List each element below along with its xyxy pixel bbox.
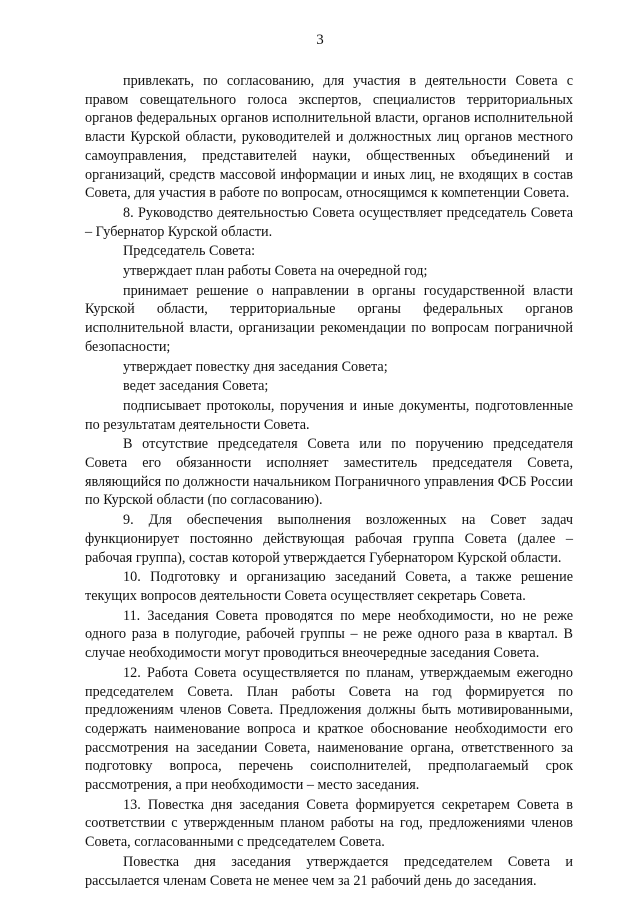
paragraph-chairman-heading: Председатель Совета: — [123, 243, 256, 260]
paragraph-agenda-approval: Повестка дня заседания утверждается председателем Совета и рассылается членам Совета не менее чем за 21 рабочий день до заседания. — [85, 853, 573, 889]
paragraph-chairman-duty-plan: утверждает план работы Совета на очередной год; — [123, 263, 428, 280]
paragraph-item-8: 8. Руководство деятельностью Совета осуществляет председатель Совета – Губернатор Курской области. — [85, 204, 573, 240]
paragraph-deputy: В отсутствие председателя Совета или по поручению председателя Совета его обязанности исполняет заместитель председателя Совета, являющийся по должности начальником Пограничного управления ФСБ России по Курской области (по согласованию). — [85, 436, 573, 509]
paragraph-chairman-duty-sign: подписывает протоколы, поручения и иные документы, подготовленные по результатам деятельности Совета. — [85, 397, 573, 433]
paragraph-item-13: 13. Повестка дня заседания Совета формируется секретарем Совета в соответствии с утвержденным планом работы на год, предложениями членов Совета, согласованными с председателем Совета. — [85, 796, 573, 851]
paragraph-item-12: 12. Работа Совета осуществляется по планам, утверждаемым ежегодно председателем Совета. План работы Совета на год формируется по предложениям членов Совета. Предложения должны быть мотивированными, содержать наименование вопроса и краткое обоснование необходимости его рассмотрения на заседании Совета, наименование органа, ответственного за подготовку вопроса, перечень соисполнителей, предполагаемый срок рассмотрения, а при необходимости – место заседания. — [85, 664, 573, 794]
paragraph-chairman-duty-recommendations: принимает решение о направлении в органы государственной власти Курской области, территориальные органы федеральных органов исполнительной власти, организации рекомендации по вопросам пограничной безопасности; — [85, 282, 573, 355]
paragraph-item-9: 9. Для обеспечения выполнения возложенных на Совет задач функционирует постоянно действующая рабочая группа Совета (далее – рабочая группа), состав которой утверждается Губернатором Курской области. — [85, 512, 573, 566]
document-body — [85, 72, 573, 891]
paragraph-item-11: 11. Заседания Совета проводятся по мере необходимости, но не реже одного раза в полугодие, рабочей группы – не реже одного раза в квартал. В случае необходимости могут проводиться внеочередные заседания Совета. — [85, 607, 573, 662]
paragraph-continuation: привлекать, по согласованию, для участия в деятельности Совета с правом совещательного голоса экспертов, специалистов территориальных органов федеральных органов исполнительной власти, органов исполнительной власти Курской области, руководителей и должностных лиц органов местного самоуправления, представителей науки, общественных объединений и организаций, средств массовой информации и иных лиц, не входящих в состав Совета, для участия в работе по вопросам, относящимся к компетенции Совета. — [85, 73, 573, 202]
paragraph-chairman-duty-agenda: утверждает повестку дня заседания Совета; — [123, 358, 388, 375]
paragraph-chairman-duty-meetings: ведет заседания Совета; — [123, 378, 269, 395]
paragraph-item-10: 10. Подготовку и организацию заседаний Совета, а также решение текущих вопросов деятельности Совета осуществляет секретарь Совета. — [85, 569, 573, 604]
page-number: 3 — [316, 32, 324, 48]
